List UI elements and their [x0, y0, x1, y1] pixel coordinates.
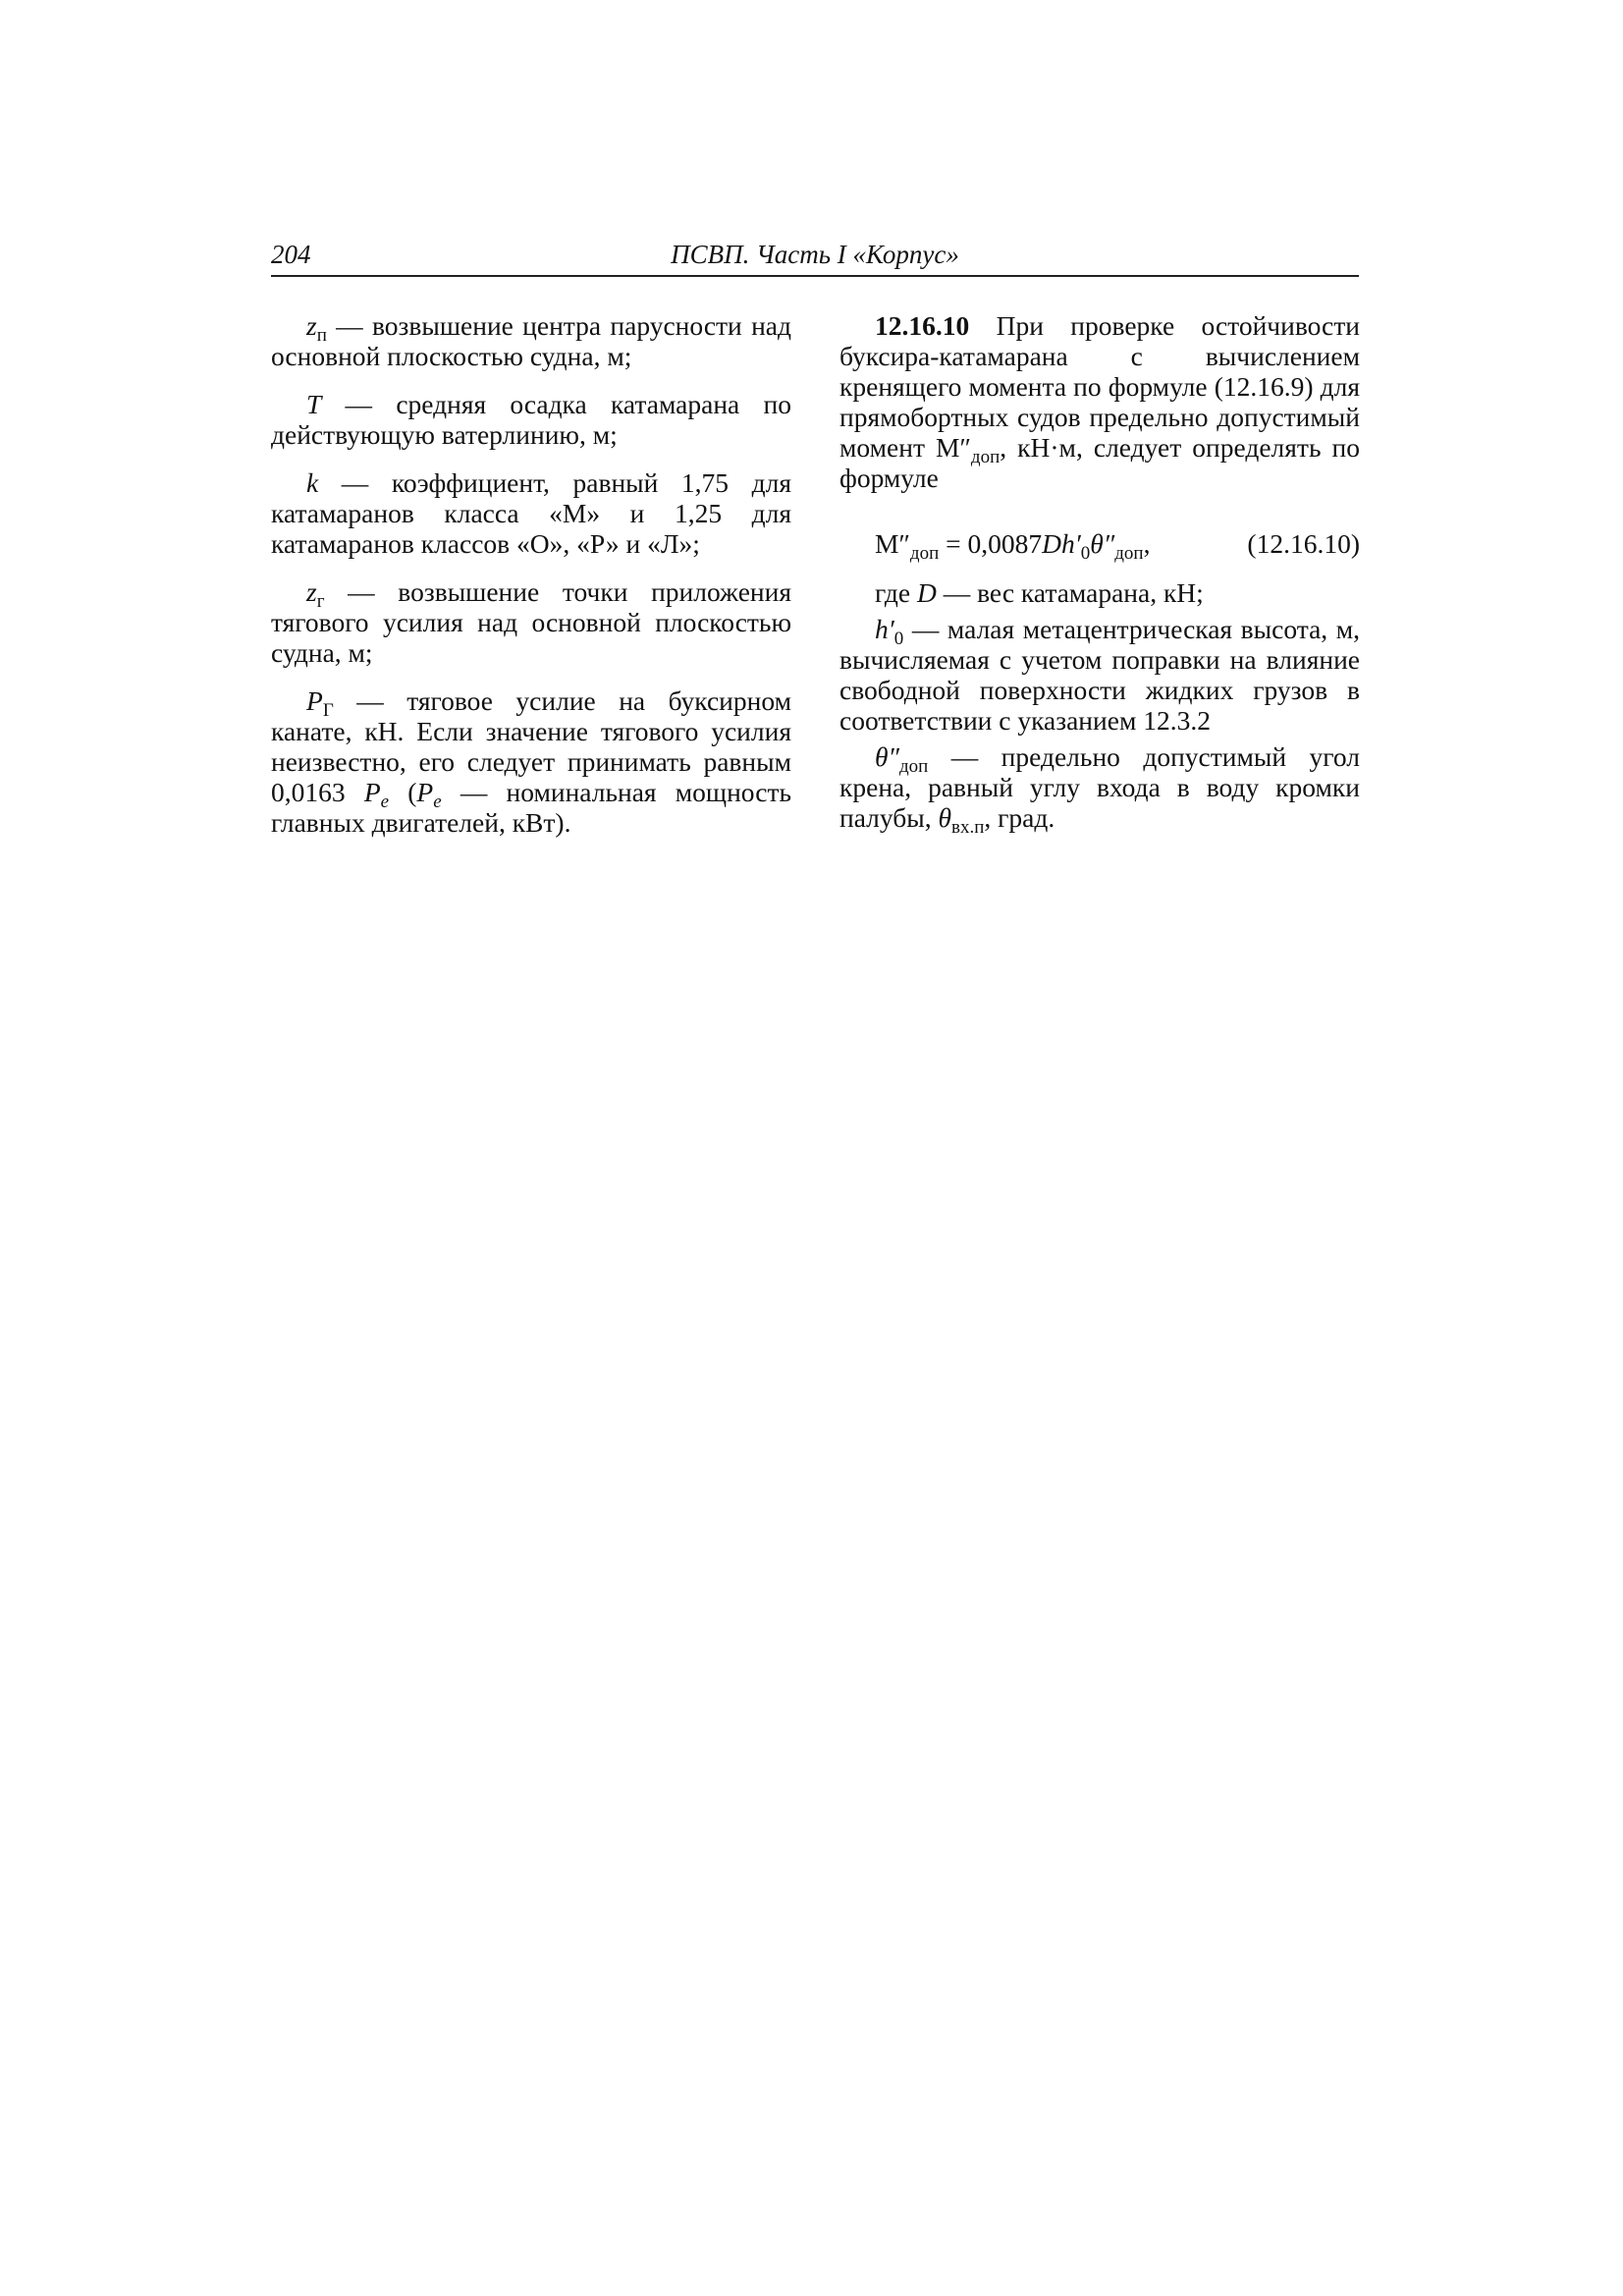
formula — [875, 528, 1151, 564]
formula-eq: = 0,0087 — [939, 528, 1043, 559]
formula-theta: θ″ — [1090, 528, 1115, 559]
definition-text: — возвышение центра парусности над основной плоскостью судна, м; — [271, 310, 791, 371]
definition-d — [839, 577, 1360, 608]
symbol: P — [306, 685, 323, 716]
subscript: доп — [1114, 543, 1144, 564]
symbol: D — [916, 577, 937, 608]
definition-z-g — [271, 576, 791, 668]
subscript: доп — [970, 447, 1001, 467]
definition-text: , град. — [984, 802, 1055, 833]
formula-tail: , — [1143, 528, 1151, 559]
subscript: г — [316, 591, 325, 612]
symbol: P — [363, 777, 381, 807]
definition-text: — номинальная мощность главных двигателей, кВт). — [271, 777, 791, 838]
subscript: 0 — [893, 629, 904, 649]
subscript: доп — [898, 756, 929, 777]
definition-text: где — [875, 577, 917, 608]
definition-t — [271, 389, 791, 450]
symbol: θ″ — [875, 741, 899, 772]
definition-p-g — [271, 685, 791, 838]
section-text: При проверке остойчивости буксира-катамарана с вычислением кренящего момента по формуле (12.16.9) для прямобортных судов предельно допустимый момент М″ — [839, 310, 1360, 463]
definition-text: — малая метацентрическая высота, м, вычисляемая с учетом поправки на влияние свободной поверхности жидких грузов в соответствии с указанием 12.3.2 — [839, 614, 1360, 736]
definition-text: ( — [389, 777, 417, 807]
section-text: , кН·м, следует определять по формуле — [839, 432, 1360, 493]
section-number: 12.16.10 — [875, 310, 970, 341]
section-12-16-10 — [839, 310, 1360, 493]
definition-z-p — [271, 310, 791, 371]
symbol: k — [306, 467, 319, 498]
definition-text: — средняя осадка катамарана по действующую ватерлинию, м; — [271, 389, 791, 450]
subscript: доп — [909, 543, 940, 564]
formula-lhs: М″ — [875, 528, 910, 559]
subscript: вх.п — [951, 817, 985, 838]
formula-number: (12.16.10) — [1247, 528, 1360, 559]
right-column — [839, 310, 1360, 839]
formula-row — [839, 528, 1360, 562]
subscript: 0 — [1080, 543, 1091, 564]
subscript: Г — [322, 700, 334, 721]
definition-text: — вес катамарана, кН; — [936, 577, 1204, 608]
subscript: e — [380, 792, 390, 812]
subscript: e — [433, 792, 442, 812]
symbol: z — [306, 310, 317, 341]
running-title: ПСВП. Часть I «Корпус» — [671, 240, 959, 269]
definition-text: — тяговое усилие на буксирном канате, кН. Если значение тягового усилия неизвестно, его следует принимать равным 0,0163 — [271, 685, 791, 807]
page-number: 204 — [271, 240, 311, 269]
definition-theta-dop — [839, 741, 1360, 838]
definition-text: — возвышение точки приложения тягового усилия над основной плоскостью судна, м; — [271, 576, 791, 668]
symbol: T — [306, 389, 322, 419]
symbol: P — [416, 777, 434, 807]
symbol: θ — [938, 802, 952, 833]
definition-text: — коэффициент, равный 1,75 для катамаранов класса «М» и 1,25 для катамаранов классов «О», «Р» и «Л»; — [271, 467, 791, 559]
definition-h0 — [839, 614, 1360, 736]
definition-text: — предельно допустимый угол крена, равный углу входа в воду кромки палубы, — [839, 741, 1360, 833]
definition-k — [271, 467, 791, 559]
symbol: z — [306, 576, 317, 607]
left-column — [271, 310, 791, 855]
subscript: п — [316, 325, 327, 346]
symbol: h′ — [875, 614, 894, 644]
page-header — [271, 236, 1359, 277]
formula-d: Dh′ — [1042, 528, 1081, 559]
